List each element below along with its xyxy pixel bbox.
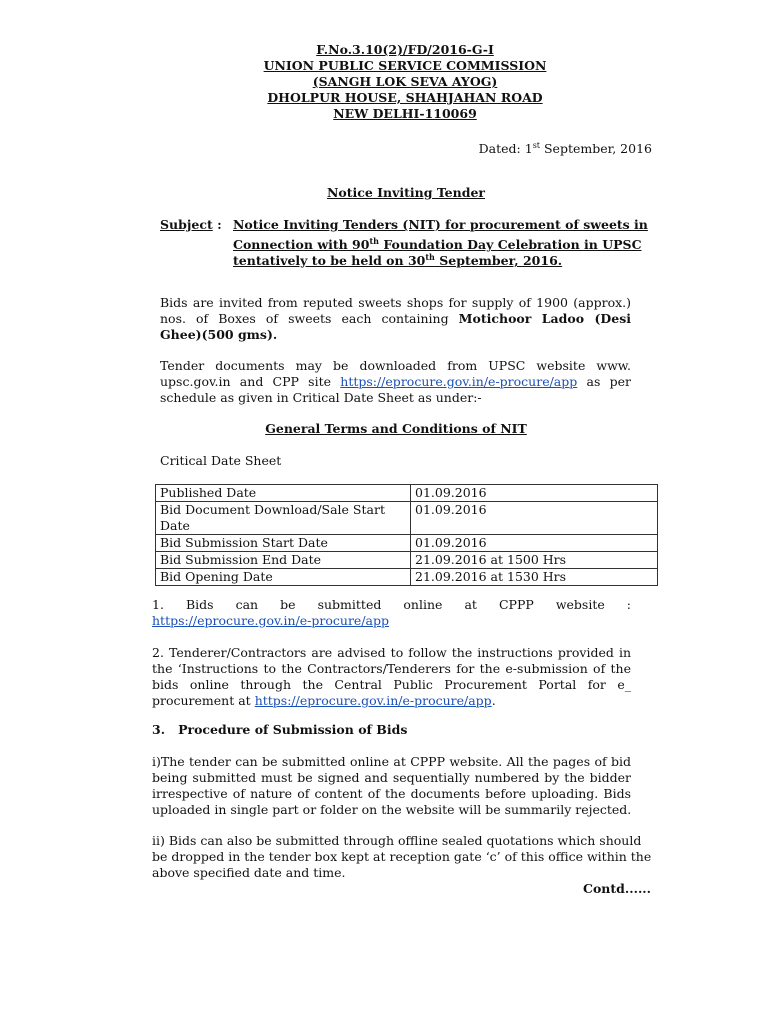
table-row <box>156 485 658 502</box>
cpp-site-link[interactable]: https://eprocure.gov.in/e-procure/app <box>340 374 578 389</box>
dated-line: Dated: 1st September, 2016 <box>478 141 652 157</box>
date-label: Bid Document Download/Sale Start Date <box>156 502 411 535</box>
subject-text: Notice Inviting Tenders (NIT) for procurement of sweets in Connection with 90th Foundation Day Celebration in UPSC tentatively to be held on 30th September, 2016. <box>233 217 648 269</box>
continued-marker: Contd...... <box>583 881 651 896</box>
table-row <box>156 502 658 535</box>
date-value: 21.09.2016 at 1500 Hrs <box>411 552 658 569</box>
date-label: Bid Opening Date <box>156 569 411 586</box>
critical-date-sheet-label: Critical Date Sheet <box>160 453 282 468</box>
table-row <box>156 552 658 569</box>
section-3-heading: 3. Procedure of Submission of Bids <box>152 722 408 737</box>
org-alt-name: (SANGH LOK SEVA AYOG) <box>312 74 498 89</box>
paragraph-bids-invited: Bids are invited from reputed sweets shops for supply of 1900 (approx.) nos. of Boxes of sweets each containing Motichoor Ladoo (Desi Ghee)(500 gms). <box>160 295 632 342</box>
address-line-2: NEW DELHI-110069 <box>333 106 477 121</box>
item-2: 2. Tenderer/Contractors are advised to follow the instructions provided in the ‘Instructions to the Contractors/Tenderers for the e-submission of the bids online through the Central Public Procurement Portal for e_ procurement at https://eprocure.gov.in/e-procure/app. <box>152 645 631 708</box>
date-value: 01.09.2016 <box>411 502 658 535</box>
paragraph-offline-submission: ii) Bids can also be submitted through offline sealed quotations which should be dropped in the tender box kept at reception gate ‘c’ of this office within the above specified date and time. <box>152 833 652 880</box>
date-label: Published Date <box>156 485 411 502</box>
terms-heading: General Terms and Conditions of NIT <box>265 421 527 436</box>
notice-title: Notice Inviting Tender <box>326 185 486 200</box>
table-row <box>156 569 658 586</box>
critical-dates-table <box>155 484 658 586</box>
cppp-website-link[interactable]: https://eprocure.gov.in/e-procure/app <box>152 613 389 628</box>
date-label: Bid Submission End Date <box>156 552 411 569</box>
item-1: 1. Bids can be submitted online at CPPP website : https://eprocure.gov.in/e-procure/app <box>152 597 631 628</box>
date-value: 01.09.2016 <box>411 485 658 502</box>
paragraph-online-submission: i)The tender can be submitted online at CPPP website. All the pages of bid being submitted must be signed and sequentially numbered by the bidder irrespective of nature of content of the documents before uploading. Bids uploaded in single part or folder on the website will be summarily rejected. <box>152 754 632 817</box>
date-value: 21.09.2016 at 1530 Hrs <box>411 569 658 586</box>
org-name: UNION PUBLIC SERVICE COMMISSION <box>263 58 547 73</box>
file-number: F.No.3.10(2)/FD/2016-G-I <box>316 42 494 57</box>
paragraph-tender-documents: Tender documents may be downloaded from UPSC website www. upsc.gov.in and CPP site https://eprocure.gov.in/e-procure/app as per schedule as given in Critical Date Sheet as under:- <box>160 358 631 405</box>
subject-label: Subject : <box>160 217 222 232</box>
eprocure-link[interactable]: https://eprocure.gov.in/e-procure/app <box>254 693 492 708</box>
address-line-1: DHOLPUR HOUSE, SHAHJAHAN ROAD <box>267 90 543 105</box>
table-row <box>156 535 658 552</box>
date-value: 01.09.2016 <box>411 535 658 552</box>
date-label: Bid Submission Start Date <box>156 535 411 552</box>
